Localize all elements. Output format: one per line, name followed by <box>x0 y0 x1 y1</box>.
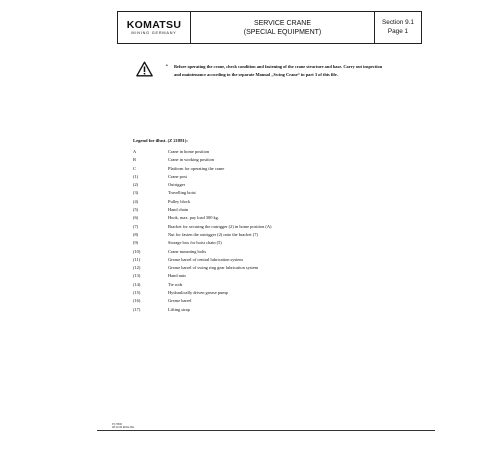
legend-title: Legend for illust. (Z 21881): <box>133 138 188 143</box>
item-text: Grease barrel <box>168 298 192 304</box>
list-item <box>133 289 272 297</box>
list-item <box>133 165 272 173</box>
komatsu-logo <box>118 12 191 43</box>
item-key: (17) <box>133 306 141 312</box>
list-item <box>133 256 272 264</box>
item-text: Lifting strap <box>168 306 190 312</box>
item-text: Grease barrel of swing ring gear lubrication system <box>168 265 259 271</box>
item-key: (6) <box>133 215 139 221</box>
item-text: Hook, max. pay load 300 kg. <box>168 215 219 221</box>
item-text: Storage box for hoist chain (5) <box>168 240 222 246</box>
item-text: Travelling hoist <box>168 190 196 196</box>
item-text: Crane in home position <box>168 149 210 154</box>
item-text: Crane mounting bolts <box>168 248 207 254</box>
title-line-2: (SPECIAL EQUIPMENT) <box>243 28 322 36</box>
item-key: (13) <box>133 273 141 279</box>
list-item <box>133 281 272 289</box>
item-key: B <box>133 157 136 163</box>
item-key: A <box>133 149 137 154</box>
list-item <box>133 206 272 214</box>
item-key: (2) <box>133 182 139 188</box>
page-number: Page 1 <box>387 27 409 35</box>
item-text: Grease barrel of central lubrication system <box>168 256 243 262</box>
footer-reference <box>112 423 134 430</box>
item-text: Tie rods <box>168 281 183 287</box>
list-item <box>133 148 272 156</box>
item-key: (12) <box>133 265 141 271</box>
footer-line-1: PC 5500 <box>112 423 123 426</box>
list-item <box>133 264 272 272</box>
item-text: Hand nuts <box>168 273 186 279</box>
item-key: (16) <box>133 298 141 304</box>
warning-triangle-icon <box>136 61 153 77</box>
list-item <box>133 239 272 247</box>
item-key: (9) <box>133 240 139 246</box>
warning-bullet: • <box>166 64 168 69</box>
list-item <box>133 248 272 256</box>
item-key: (14) <box>133 281 141 287</box>
item-key: (1) <box>133 173 139 179</box>
item-key: C <box>133 165 136 171</box>
document-header <box>117 11 422 44</box>
item-key: (8) <box>133 231 139 237</box>
list-item <box>133 173 272 181</box>
item-text: Crane post <box>168 173 187 179</box>
list-item <box>133 223 272 231</box>
list-item <box>133 306 272 314</box>
list-item <box>133 297 272 305</box>
footer-line-2: 08.10.09 ENGLISH <box>112 426 135 430</box>
item-text: Pulley block <box>168 198 191 204</box>
section-info <box>375 12 421 43</box>
logo-brand: KOMATSU <box>126 18 182 31</box>
item-text: Hydraulically driven grease pump <box>168 290 228 296</box>
item-key: (11) <box>133 256 141 262</box>
item-text: Hand chain <box>168 207 189 213</box>
legend-list <box>133 148 272 314</box>
item-key: (7) <box>133 223 139 229</box>
item-key: (15) <box>133 290 141 296</box>
list-item <box>133 189 272 197</box>
item-key: (3) <box>133 190 139 196</box>
list-item <box>133 214 272 222</box>
document-title <box>191 12 375 43</box>
logo-subtitle: MINING GERMANY <box>131 30 177 35</box>
footer-divider <box>97 430 435 431</box>
list-item <box>133 272 272 280</box>
list-item <box>133 181 272 189</box>
item-key: (4) <box>133 198 139 204</box>
title-line-1: SERVICE CRANE <box>253 19 312 27</box>
section-number: Section 9.1 <box>382 19 414 26</box>
list-item <box>133 156 272 164</box>
item-text: Platform for operating the crane <box>168 165 225 171</box>
item-text: Bracket for securing the outrigger (2) in home position (A) <box>168 223 272 229</box>
list-item <box>133 198 272 206</box>
item-key: (5) <box>133 207 139 213</box>
warning-text: Before operating the crane, check condition and fastening of the crane structure and base. Carry out inspection and maintenance according to the separate Manual „Swing Crane“ in part 3 of this file. <box>174 64 383 78</box>
item-text: Crane in working position <box>168 157 214 163</box>
list-item <box>133 231 272 239</box>
item-key: (10) <box>133 248 141 254</box>
item-text: Nut for fasten the outrigger (2) onto the bracket (7) <box>168 231 258 237</box>
item-text: Outrigger <box>168 182 186 188</box>
